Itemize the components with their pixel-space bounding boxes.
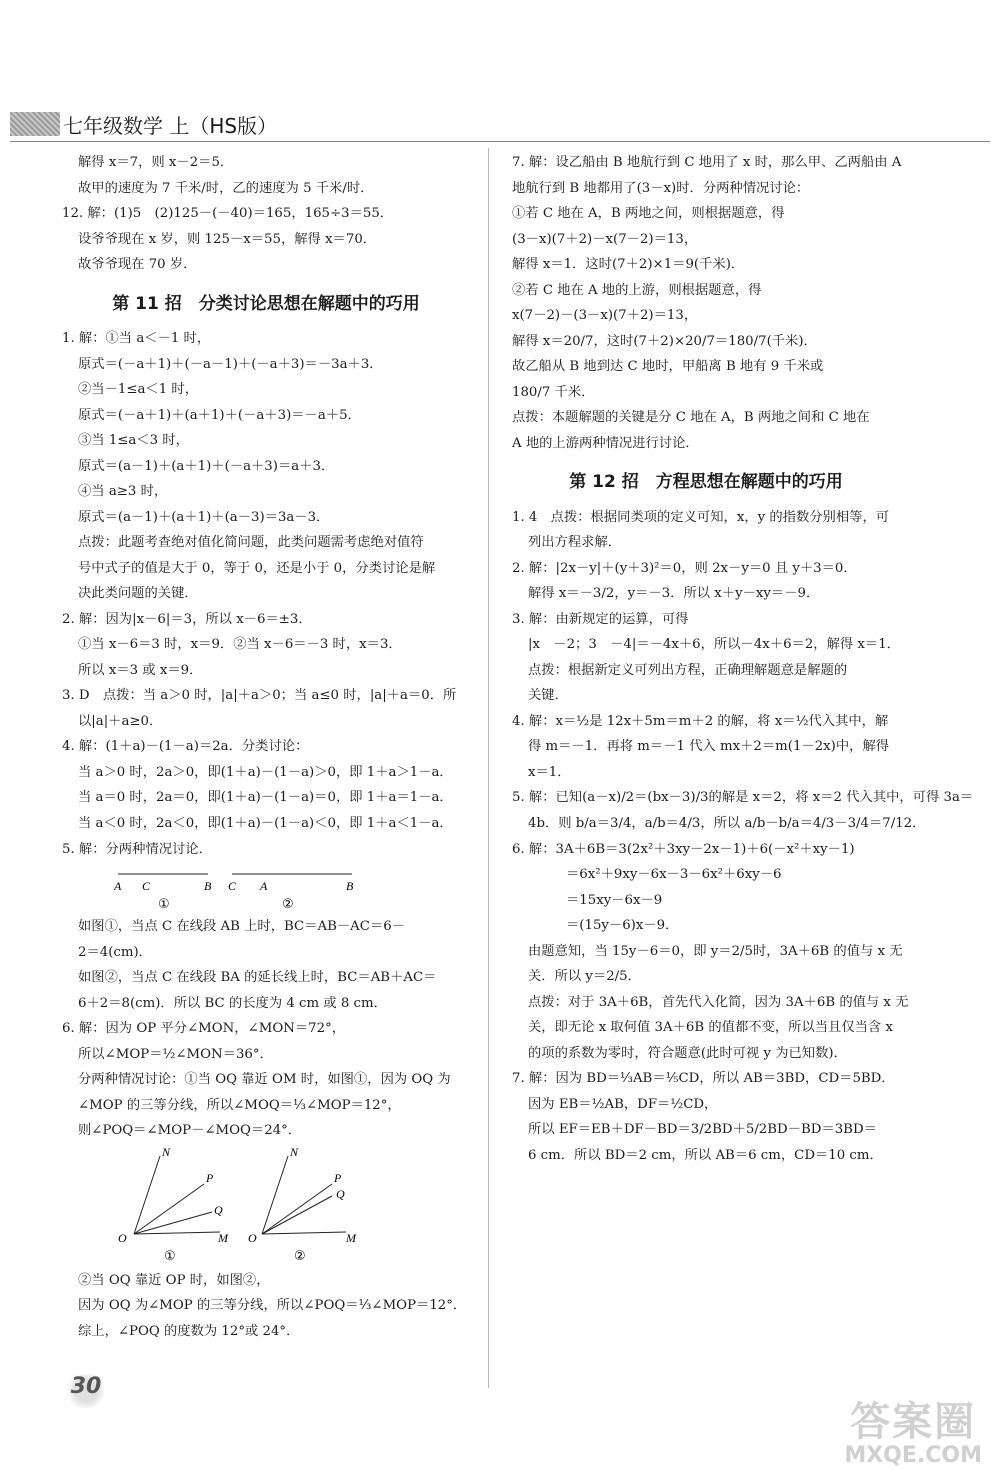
question-12-line: 12. 解：(1)5 (2)125－(－40)＝165，165÷3＝55． — [62, 206, 394, 222]
header-decoration — [10, 112, 60, 136]
q4-line: 当 a＜0 时，2a＜0，即(1＋a)－(1－a)＜0，即 1＋a＜1－a． — [78, 816, 453, 831]
text-line: 故甲的速度为 7 千米/时，乙的速度为 5 千米/时． — [78, 180, 374, 196]
q7-line: (3－x)(7＋2)－x(7－2)＝13， — [512, 231, 698, 247]
r-q3-line: |x －2；3 －4|＝－4x＋6，所以－4x＋6＝2，解得 x＝1． — [528, 637, 900, 653]
column-divider — [488, 148, 489, 1388]
q7-hint: A 地的上游两种情况进行讨论． — [512, 435, 699, 451]
r-q6-line: ＝6x²＋9xy－6x－3－6x²＋6xy－6 — [566, 867, 782, 883]
r-q6-hint: 的项的系数为零时，符合题意(此时可视 y 为已知数)． — [528, 1045, 847, 1061]
figure-caption: ② — [294, 1248, 306, 1264]
r-q2-line: 解得 x＝－3/2，y＝－3．所以 x＋y－xy＝－9． — [528, 586, 820, 602]
header-rule — [10, 141, 990, 142]
q5-line: 6＋2＝8(cm)．所以 BC 的长度为 4 cm 或 8 cm． — [78, 995, 387, 1011]
q1-hint: 点拨：此题考查绝对值化简问题，此类问题需考虑绝对值符 — [78, 535, 424, 551]
r-q5-line: 5. 解：已知(a－x)/2＝(bx－3)/3的解是 x＝2，将 x＝2 代入其中，可得 3a＝ — [512, 790, 974, 806]
q5-intro: 5. 解：分两种情况讨论． — [62, 841, 212, 857]
q7-line: 解得 x＝1．这时(7＋2)×1＝9(千米)． — [512, 257, 745, 273]
q6-line: 因为 OQ 为∠MOP 的三等分线，所以∠POQ＝⅓∠MOP＝12°． — [78, 1298, 467, 1314]
r-q6-line: 由题意知，当 15y－6＝0，即 y＝2/5时，3A＋6B 的值与 x 无 — [528, 943, 903, 959]
q2-line: 2. 解：因为|x－6|＝3，所以 x－6＝±3． — [62, 611, 312, 627]
q4-line: 4. 解：(1＋a)－(1－a)＝2a．分类讨论： — [62, 739, 309, 755]
ray-label: M — [346, 1230, 356, 1245]
r-q4-line: x＝1． — [528, 764, 571, 780]
section-title-11: 第 11 招 分类讨论思想在解题中的巧用 — [112, 293, 420, 314]
text-line: 解得 x＝7，则 x－2＝5． — [78, 155, 234, 170]
q1-line: 原式＝(－a＋1)＋(a＋1)＋(－a＋3)＝－a＋5． — [78, 407, 361, 423]
q5-line: 如图①，当点 C 在线段 AB 上时，BC＝AB－AC＝6－ — [78, 919, 406, 935]
segment-figure-1 — [113, 874, 212, 912]
q1-line: 原式＝(－a＋1)＋(－a－1)＋(－a＋3)＝－3a＋3． — [78, 356, 383, 372]
watermark — [844, 1400, 982, 1468]
r-q6-hint: 点拨：对于 3A＋6B，首先代入化简，因为 3A＋6B 的值与 x 无 — [528, 994, 909, 1010]
r-q7-line: 所以 EF＝EB＋DF－BD＝3/2BD＋5/2BD－BD＝3BD＝ — [528, 1122, 877, 1138]
q4-line: 当 a＝0 时，2a＝0，即(1＋a)－(1－a)＝0，即 1＋a＝1－a． — [78, 790, 453, 806]
r-q7-line: 因为 EB＝½AB，DF＝½CD， — [528, 1096, 718, 1112]
ray-label: P — [334, 1170, 342, 1185]
q7-line: ①若 C 地在 A，B 两地之间，则根据题意，得 — [512, 206, 785, 222]
ray-label: M — [218, 1230, 228, 1245]
q7-line: 故乙船从 B 地到达 C 地时，甲船离 B 地有 9 千米或 — [512, 359, 824, 375]
page-number: 30 — [64, 1374, 108, 1408]
point-label: B — [346, 879, 354, 894]
r-q3-hint: 关键． — [528, 688, 568, 704]
r-q1-line: 1. 4 点拨：根据同类项的定义可知，x，y 的指数分别相等，可 — [512, 509, 890, 525]
point-label: C — [142, 879, 151, 894]
q1-line: ④当 a≥3 时， — [78, 484, 168, 500]
right-column — [512, 150, 974, 1168]
q5-line: 如图②，当点 C 在线段 BA 的延长线上时，BC＝AB＋AC＝ — [78, 970, 437, 986]
q6-line: 分两种情况讨论：①当 OQ 靠近 OM 时，如图①，因为 OQ 为 — [78, 1072, 451, 1088]
ray-label: Q — [336, 1186, 345, 1201]
q7-line: 解得 x＝20/7，这时(7＋2)×20/7＝180/7(千米)． — [512, 333, 817, 349]
q1-hint: 决此类问题的关键． — [78, 586, 198, 602]
r-q5-line: 4b．则 b/a＝3/4，a/b＝4/3，所以 a/b－b/a＝4/3－3/4＝7/12． — [528, 816, 926, 831]
r-q4-line: 4. 解：x＝½是 12x＋5m＝m＋2 的解，将 x＝½代入其中，解 — [512, 713, 889, 729]
r-q6-line: 6. 解：3A＋6B＝3(2x²＋3xy－2x－1)＋6(－x²＋xy－1) — [512, 841, 855, 857]
q3-line: 3. D 点拨：当 a＞0 时，|a|＋a＞0；当 a≤0 时，|a|＋a＝0．所 — [62, 688, 457, 704]
page-header-title: 七年级数学 上（HS版） — [63, 114, 278, 138]
ray-label: Q — [214, 1202, 223, 1217]
q7-line: 7. 解：设乙船由 B 地航行到 C 地用了 x 时，那么甲、乙两船由 A — [512, 155, 902, 170]
r-q6-line: ＝15xy－6x－9 — [566, 892, 663, 908]
angle-figures — [112, 1146, 412, 1266]
q7-line: ②若 C 地在 A 地的上游，则根据题意，得 — [512, 282, 762, 298]
r-q6-line: ＝(15y－6)x－9． — [566, 918, 679, 934]
text-line: 设爷爷现在 x 岁，则 125－x＝55，解得 x＝70． — [78, 231, 377, 247]
q6-line: 所以∠MOP＝½∠MON＝36°． — [78, 1046, 273, 1062]
q1-line: 原式＝(a－1)＋(a＋1)＋(－a＋3)＝a＋3． — [78, 458, 335, 474]
r-q7-line: 7. 解：因为 BD＝⅓AB＝⅕CD，所以 AB＝3BD，CD＝5BD． — [512, 1071, 895, 1087]
segment-figures — [112, 864, 372, 912]
q7-line: 180/7 千米． — [512, 384, 595, 400]
r-q6-hint: 关，即无论 x 取何值 3A＋6B 的值都不变，所以当且仅当含 x — [528, 1020, 893, 1036]
figure-caption: ① — [164, 1248, 176, 1264]
ray-label: P — [206, 1170, 214, 1185]
q6-line: 综上，∠POQ 的度数为 12°或 24°． — [78, 1323, 300, 1339]
r-q6-line: 关．所以 y＝2/5． — [528, 969, 641, 985]
q5-line: 2＝4(cm)． — [78, 944, 152, 960]
q6-line: 则∠POQ＝∠MOP－∠MOQ＝24°． — [78, 1123, 302, 1139]
r-q3-line: 3. 解：由新规定的运算，可得 — [512, 611, 689, 627]
segment-figure-2 — [228, 874, 354, 912]
q2-line: 所以 x＝3 或 x＝9． — [78, 662, 203, 678]
point-label: A — [260, 879, 268, 894]
text-line: 故爷爷现在 70 岁． — [78, 257, 197, 273]
figure-caption: ① — [158, 897, 170, 913]
q4-line: 当 a＞0 时，2a＞0，即(1＋a)－(1－a)＞0，即 1＋a＞1－a． — [78, 764, 453, 780]
r-q7-line: 6 cm．所以 BD＝2 cm，所以 AB＝6 cm，CD＝10 cm． — [528, 1147, 883, 1163]
angle-figure-2 — [248, 1146, 357, 1264]
point-label: B — [204, 879, 212, 894]
left-column — [62, 150, 470, 1344]
watermark-line: 答案圈 — [850, 1399, 977, 1445]
q6-line: 6. 解：因为 OP 平分∠MON，∠MON＝72°， — [62, 1021, 346, 1037]
q7-line: x(7－2)－(3－x)(7＋2)＝13， — [512, 308, 698, 324]
section-title-12: 第 12 招 方程思想在解题中的巧用 — [569, 472, 843, 493]
ray-label: N — [162, 1145, 171, 1159]
watermark-line: MXQE.COM — [844, 1443, 982, 1468]
q1-line: 1. 解：①当 a＜－1 时， — [62, 331, 211, 347]
q7-line: 地航行到 B 地都用了(3－x)时．分两种情况讨论： — [512, 180, 810, 196]
q2-line: ①当 x－6＝3 时，x＝9．②当 x－6＝－3 时，x＝3． — [78, 637, 402, 653]
r-q4-line: 得 m＝－1．再将 m＝－1 代入 mx＋2＝m(1－2x)中，解得 — [528, 739, 890, 755]
q1-line: ③当 1≤a＜3 时， — [78, 433, 189, 449]
q1-hint: 号中式子的值是大于 0，等于 0，还是小于 0，分类讨论是解 — [78, 560, 436, 576]
point-label: A — [114, 879, 122, 894]
q1-line: 原式＝(a－1)＋(a＋1)＋(a－3)＝3a－3． — [78, 509, 330, 525]
ray-label: O — [118, 1230, 127, 1245]
r-q2-line: 2. 解：|2x－y|＋(y＋3)²＝0，则 2x－y＝0 且 y＋3＝0． — [512, 560, 857, 576]
ray-label: O — [248, 1230, 257, 1245]
r-q1-line: 列出方程求解． — [528, 535, 622, 551]
q7-hint: 点拨：本题解题的关键是分 C 地在 A，B 两地之间和 C 地在 — [512, 410, 870, 426]
q3-line: 以|a|＋a≥0． — [78, 713, 163, 729]
q1-line: ②当－1≤a＜1 时， — [78, 382, 198, 398]
r-q3-hint: 点拨：根据新定义可列出方程，正确理解题意是解题的 — [528, 662, 848, 678]
ray-label: N — [290, 1145, 299, 1159]
point-label: C — [228, 879, 237, 894]
figure-caption: ② — [282, 897, 294, 913]
q6-line: ②当 OQ 靠近 OP 时，如图②， — [78, 1272, 270, 1288]
angle-figure-1 — [118, 1146, 229, 1264]
q6-line: ∠MOP 的三等分线，所以∠MOQ＝⅓∠MOP＝12°， — [78, 1097, 401, 1113]
